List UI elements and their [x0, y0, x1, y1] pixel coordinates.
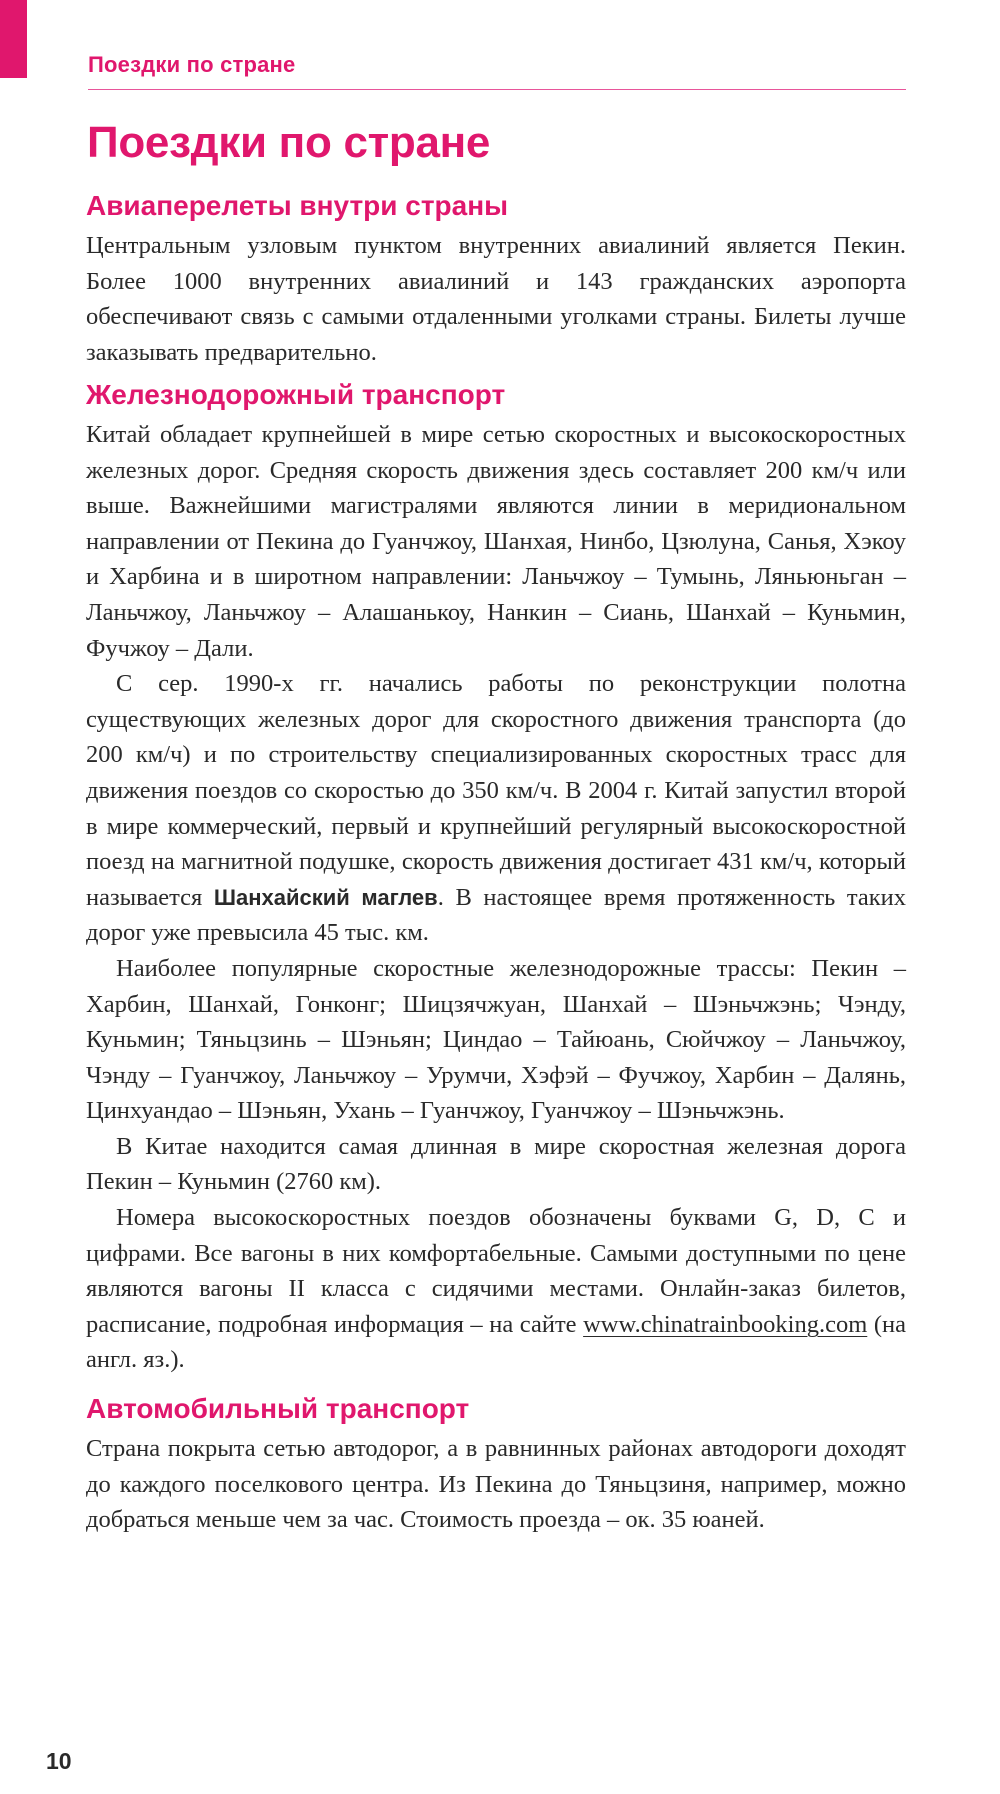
paragraph-rail-2-text-a: С сер. 1990-х гг. начались работы по реконструкции полотна существующих железных дорог для скоростного движения транспорта (до 200 км/ч) и по строительству специализированных скоростных трасс для движения поездов со скоростью до 350 км/ч. В 2004 г. Китай запустил второй в мире коммерческий, первый и крупнейший регулярный высокоскоростной поезд на магнитной подушке, скорость движения достигает 431 км/ч, который называется: [86, 670, 906, 911]
paragraph-rail-5: [86, 1200, 906, 1378]
running-head: Поездки по стране: [88, 52, 296, 77]
paragraph-rail-4: В Китае находится самая длинная в мире скоростная железная дорога Пекин – Куньмин (2760 км).: [86, 1132, 906, 1196]
section-auto: [86, 1389, 906, 1538]
paragraph-rail-5-text-a: Номера высокоскоростных поездов обозначены буквами G, D, C и цифрами. Все вагоны в них комфортабельные. Самыми доступными по цене являются вагоны II класса с сидячими местами. Онлайн-заказ билетов, расписание, подробная информация – на сайте: [86, 1204, 906, 1338]
paragraph-rail-2: [86, 666, 906, 951]
paragraph-rail-3: Наиболее популярные скоростные железнодорожные трассы: Пекин – Харбин, Шанхай, Гонконг; Шицзячжуан, Шанхай – Шэньчжэнь; Чэнду, Куньмин; Тяньцзинь – Шэньян; Циндао – Тайюань, Сюйчжоу – Ланьчжоу, Чэнду – Гуанчжоу, Ланьчжоу – Урумчи, Хэфэй – Фучжоу, Харбин – Далянь, Цинхуандао – Шэньян, Ухань – Гуанчжоу, Гуанчжоу – Шэньчжэнь.: [86, 954, 906, 1125]
paragraph-rail-5-text-b: (на англ. яз.).: [86, 1310, 906, 1374]
paragraph-air-1: Центральным узловым пунктом внутренних авиалиний является Пекин. Более 1000 внутренних авиалиний и 143 гражданских аэропорта обеспечивают связь с самыми отдаленными уголками страны. Билеты лучше заказывать предварительно.: [86, 232, 906, 366]
page-title: Поездки по стране: [87, 118, 491, 167]
section-air-travel: [86, 186, 906, 370]
section-heading-rail: Железнодорожный транспорт: [86, 379, 506, 410]
section-heading-air: Авиаперелеты внутри страны: [86, 190, 509, 221]
section-rail: [86, 375, 906, 1378]
paragraph-rail-2-text-b: . В настоящее время протяженность таких дорог уже превысила 45 тыс. км.: [86, 883, 906, 947]
header-divider: [88, 89, 906, 90]
maglev-name: Шанхайский маглев: [213, 884, 438, 910]
section-heading-auto: Автомобильный транспорт: [86, 1393, 470, 1424]
page-number: 10: [46, 1748, 72, 1774]
train-booking-link[interactable]: www.chinatrainbooking.com: [583, 1310, 868, 1338]
paragraph-rail-1: Китай обладает крупнейшей в мире сетью скоростных и высокоскоростных железных дорог. Средняя скорость движения здесь составляет 200 км/ч или выше. Важнейшими магистралями являются линии в меридиональном направлении от Пекина до Гуанчжоу, Шанхая, Нинбо, Цзюлуна, Санья, Хэкоу и Харбина и в широтном направлении: Ланьчжоу – Тумынь, Ляньюньган – Ланьчжоу, Ланьчжоу – Алашанькоу, Нанкин – Сиань, Шанхай – Куньмин, Фучжоу – Дали.: [86, 421, 906, 662]
section-color-tab: [0, 0, 27, 78]
paragraph-auto-1: Страна покрыта сетью автодорог, а в равнинных районах автодороги доходят до каждого поселкового центра. Из Пекина до Тяньцзиня, например, можно добраться меньше чем за час. Стоимость проезда – ок. 35 юаней.: [86, 1435, 906, 1534]
